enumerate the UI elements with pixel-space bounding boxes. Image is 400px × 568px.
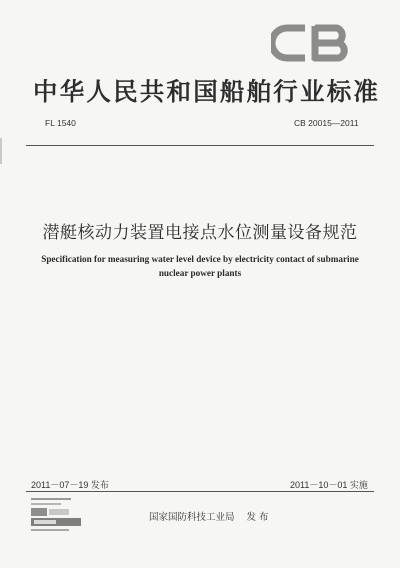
english-title-line-2: nuclear power plants	[158, 268, 242, 278]
bottom-divider	[26, 491, 374, 492]
standard-number: CB 20015—2011	[294, 118, 359, 128]
top-divider	[26, 145, 374, 146]
classification-code: FL 1540	[45, 118, 76, 128]
document-title-chinese: 潜艇核动力装置电接点水位测量设备规范	[42, 223, 358, 243]
standard-category-heading: 中华人民共和国船舶行业标准	[33, 77, 381, 106]
document-title-english	[24, 252, 376, 280]
publisher-verb: 发 布	[246, 512, 269, 523]
scan-edge-mark	[0, 138, 2, 164]
implementation-date: 2011－10－01 实施	[290, 480, 368, 490]
english-title-line-1: Specification for measuring water level device by electricity contact of submarine	[41, 254, 359, 264]
issue-date: 2011－07－19 发布	[31, 480, 109, 490]
anti-counterfeit-stamp-icon	[29, 496, 85, 536]
publisher-line	[149, 509, 269, 523]
cb-logo-icon	[271, 22, 357, 64]
publisher-name: 国家国防科技工业局	[149, 512, 235, 523]
